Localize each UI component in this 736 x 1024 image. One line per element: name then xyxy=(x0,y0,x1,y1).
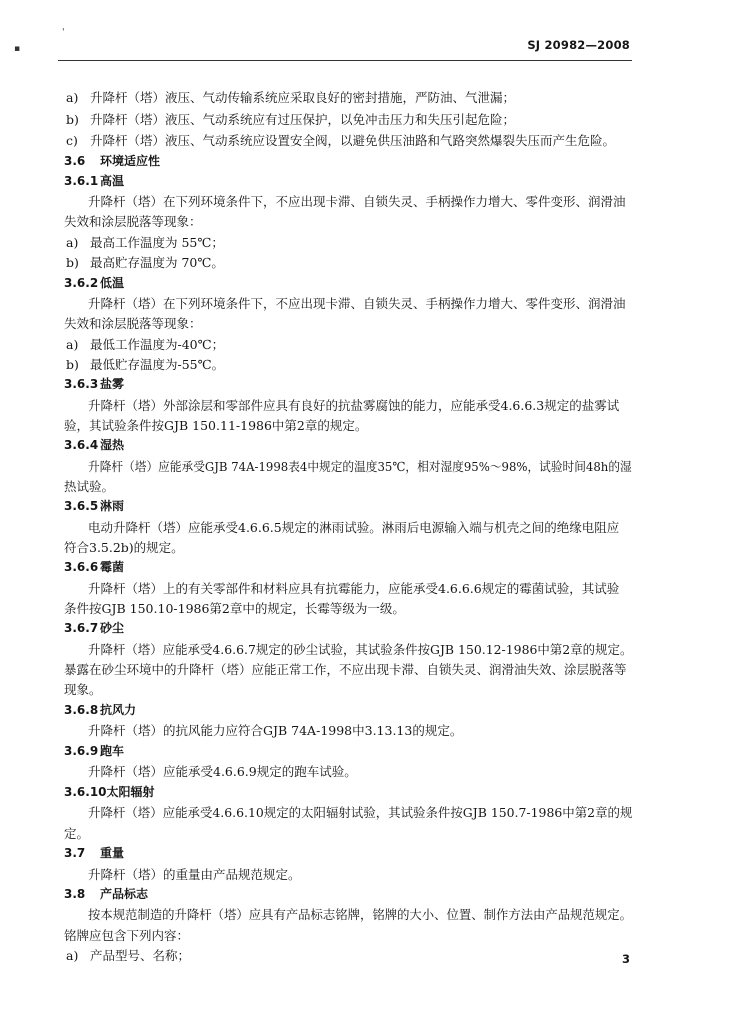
section-heading xyxy=(64,620,124,637)
paragraph-continuation: 热试验。 xyxy=(64,479,115,494)
section-number: 3.6.5 xyxy=(64,499,99,513)
section-title: 产品标志 xyxy=(100,887,149,901)
scan-speck: ' xyxy=(62,28,65,38)
list-marker: c) xyxy=(66,133,78,148)
section-title: 淋雨 xyxy=(100,499,125,513)
section-heading xyxy=(64,702,136,719)
paragraph-line: 升降杆（塔）应能承受4.6.6.9规定的跑车试验。 xyxy=(88,764,357,779)
section-heading xyxy=(64,559,124,576)
list-marker: a) xyxy=(66,235,79,250)
list-item-text: 最低贮存温度为-55℃。 xyxy=(90,357,225,372)
list-item xyxy=(66,111,515,128)
section-number: 3.6.10 xyxy=(64,785,107,799)
list-item xyxy=(66,254,224,271)
paragraph-line: 升降杆（塔）在下列环境条件下，不应出现卡滞、自锁失灵、手柄操作力增大、零件变形、润滑油 xyxy=(88,296,626,311)
section-number: 3.8 xyxy=(64,887,86,901)
section-number: 3.6.4 xyxy=(64,438,99,452)
paragraph-line: 升降杆（塔）在下列环境条件下，不应出现卡滞、自锁失灵、手柄操作力增大、零件变形、润滑油 xyxy=(88,194,626,209)
paragraph-continuation: 铭牌应包含下列内容： xyxy=(64,928,190,943)
section-number: 3.6.3 xyxy=(64,377,99,391)
section-number: 3.6.1 xyxy=(64,174,99,188)
list-marker: a) xyxy=(66,90,79,105)
section-number: 3.7 xyxy=(64,846,86,860)
section-heading xyxy=(64,784,155,801)
section-title: 盐雾 xyxy=(100,377,125,391)
list-item xyxy=(66,132,615,149)
list-marker: a) xyxy=(66,337,79,352)
paragraph-line: 电动升降杆（塔）应能承受4.6.6.5规定的淋雨试验。淋雨后电源输入端与机壳之间的绝缘电阻应 xyxy=(88,520,620,535)
list-item-text: 升降杆（塔）液压、气动系统应有过压保护，以免冲击压力和失压引起危险； xyxy=(90,112,516,127)
list-item-text: 升降杆（塔）液压、气动传输系统应采取良好的密封措施，严防油、气泄漏； xyxy=(90,90,516,105)
section-heading xyxy=(64,275,124,292)
list-item xyxy=(66,336,224,353)
paragraph-line: 升降杆（塔）的重量由产品规范规定。 xyxy=(88,867,301,882)
list-item xyxy=(66,947,190,964)
paragraph-line: 升降杆（塔）应能承受4.6.6.7规定的砂尘试验，其试验条件按GJB 150.12-1986中第2章的规定。 xyxy=(88,642,633,657)
section-title: 霉菌 xyxy=(100,560,125,574)
list-item-text: 最高贮存温度为 70℃。 xyxy=(90,255,224,270)
section-title: 环境适应性 xyxy=(100,154,161,168)
list-marker: b) xyxy=(66,112,79,127)
section-title: 抗风力 xyxy=(100,703,137,717)
scan-speck: ▪ xyxy=(14,44,21,54)
section-number: 3.6 xyxy=(64,154,86,168)
header-rule xyxy=(58,60,632,61)
section-heading xyxy=(64,173,124,190)
paragraph-continuation: 失效和涂层脱落等现象： xyxy=(64,316,202,331)
paragraph-line: 升降杆（塔）上的有关零部件和材料应具有抗霉能力，应能承受4.6.6.6规定的霉菌试验，其试验 xyxy=(88,581,620,596)
list-item xyxy=(66,89,515,106)
paragraph-line: 升降杆（塔）的抗风能力应符合GJB 74A-1998中3.13.13的规定。 xyxy=(88,723,463,738)
section-heading xyxy=(64,437,124,454)
list-item xyxy=(66,234,224,251)
list-item xyxy=(66,356,224,373)
section-title: 低温 xyxy=(100,276,125,290)
paragraph-continuation: 现象。 xyxy=(64,682,102,697)
paragraph-continuation: 定。 xyxy=(64,826,90,841)
section-number: 3.6.7 xyxy=(64,621,99,635)
section-title: 高温 xyxy=(100,174,125,188)
paragraph-continuation: 条件按GJB 150.10-1986第2章中的规定，长霉等级为一级。 xyxy=(64,601,405,616)
section-number: 3.6.6 xyxy=(64,560,99,574)
paragraph-line: 升降杆（塔）应能承受GJB 74A-1998表4中规定的温度35℃，相对湿度95%～98%，试验时间48h的湿 xyxy=(88,459,632,474)
section-title: 跑车 xyxy=(100,744,125,758)
section-number: 3.6.9 xyxy=(64,744,99,758)
paragraph-continuation: 暴露在砂尘环境中的升降杆（塔）应能正常工作，不应出现卡滞、自锁失灵、润滑油失效、涂层脱落等 xyxy=(64,662,627,677)
section-title: 太阳辐射 xyxy=(106,785,155,799)
list-marker: b) xyxy=(66,357,79,372)
section-heading xyxy=(64,845,124,862)
section-title: 砂尘 xyxy=(100,621,125,635)
list-item-text: 最低工作温度为-40℃； xyxy=(90,337,225,352)
list-item-text: 升降杆（塔）液压、气动系统应设置安全阀，以避免供压油路和气路突然爆裂失压而产生危险。 xyxy=(90,133,616,148)
section-title: 重量 xyxy=(100,846,125,860)
paragraph-continuation: 符合3.5.2b)的规定。 xyxy=(64,540,184,555)
section-number: 3.6.8 xyxy=(64,703,99,717)
paragraph-continuation: 失效和涂层脱落等现象： xyxy=(64,214,202,229)
section-number: 3.6.2 xyxy=(64,276,99,290)
section-heading xyxy=(64,886,148,903)
list-marker: a) xyxy=(66,948,79,963)
paragraph-line: 升降杆（塔）外部涂层和零部件应具有良好的抗盐雾腐蚀的能力，应能承受4.6.6.3规定的盐雾试 xyxy=(88,398,620,413)
paragraph-line: 升降杆（塔）应能承受4.6.6.10规定的太阳辐射试验，其试验条件按GJB 150.7-1986中第2章的规 xyxy=(88,805,633,820)
list-item-text: 最高工作温度为 55℃； xyxy=(90,235,224,250)
paragraph-continuation: 验，其试验条件按GJB 150.11-1986中第2章的规定。 xyxy=(64,418,368,433)
page-number: 3 xyxy=(621,952,630,966)
standard-number: SJ 20982—2008 xyxy=(527,38,630,52)
list-item-text: 产品型号、名称； xyxy=(90,948,191,963)
section-heading xyxy=(64,498,124,515)
list-marker: b) xyxy=(66,255,79,270)
section-heading xyxy=(64,153,160,170)
section-heading xyxy=(64,376,124,393)
section-title: 湿热 xyxy=(100,438,125,452)
paragraph-line: 按本规范制造的升降杆（塔）应具有产品标志铭牌，铭牌的大小、位置、制作方法由产品规范规定。 xyxy=(88,907,632,922)
section-heading xyxy=(64,743,124,760)
